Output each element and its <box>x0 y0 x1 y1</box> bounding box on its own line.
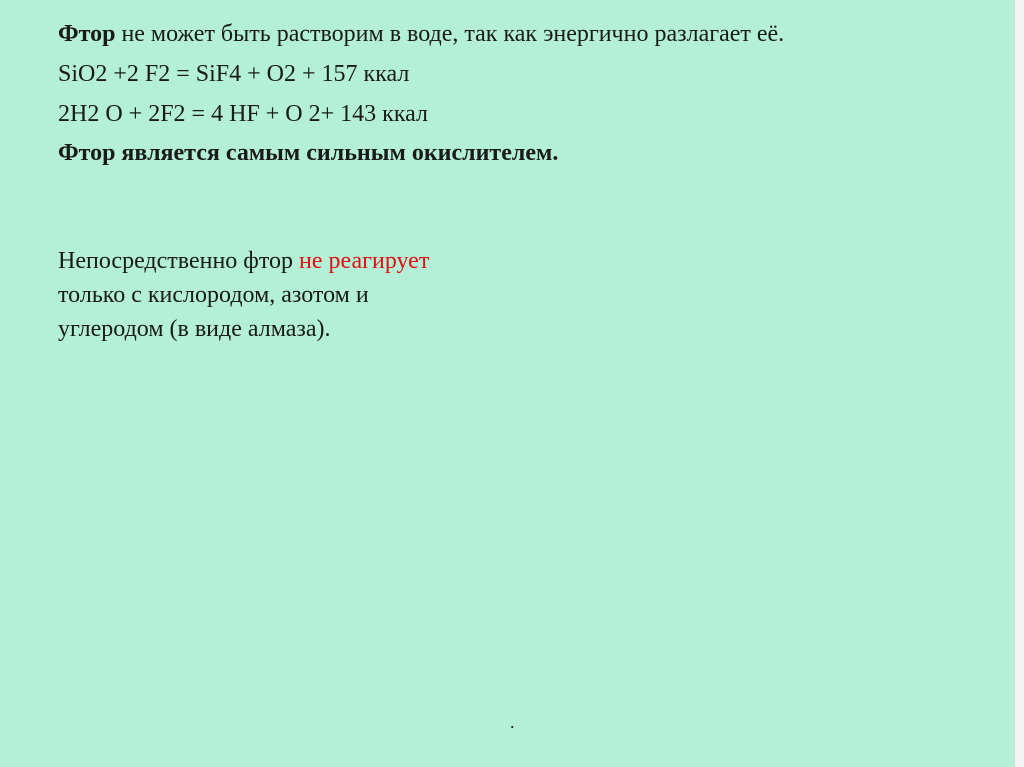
non-reactive-line-2: только с кислородом, азотом и <box>58 282 369 308</box>
main-text-block <box>58 18 938 169</box>
equation-sio2: SiO2 +2 F2 = SiF4 + O2 + 157 ккал <box>58 61 410 87</box>
non-reactive-line-3: углеродом (в виде алмаза). <box>58 316 331 342</box>
right-edge-strip <box>1014 0 1024 767</box>
non-reactive-prefix: Непосредственно фтор <box>58 248 300 274</box>
strongest-oxidizer-statement: Фтор является самым сильным окислителем. <box>58 140 559 166</box>
non-reactive-line-1 <box>58 244 578 278</box>
not-reacts-highlight: не реагирует <box>299 248 430 274</box>
fluorine-water-text: не может быть растворим в воде, так как энергично разлагает её. <box>115 21 785 47</box>
equation-h2o: 2H2 O + 2F2 = 4 HF + O 2+ 143 ккал <box>58 101 428 127</box>
footer-dot: . <box>510 712 515 732</box>
fluorine-term: Фтор <box>58 21 116 47</box>
fluorine-water-paragraph <box>58 18 938 50</box>
non-reactive-paragraph <box>58 244 578 346</box>
